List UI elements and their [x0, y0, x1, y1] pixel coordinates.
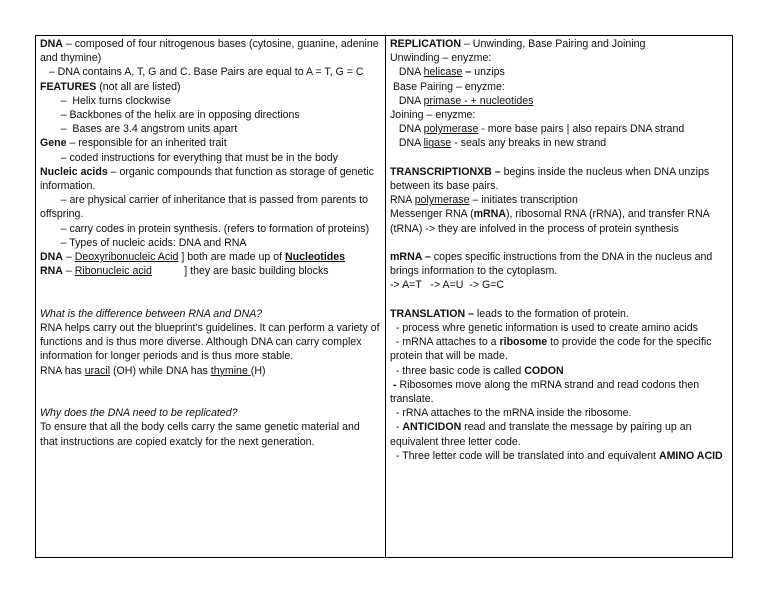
note-line [390, 165, 727, 193]
note-text: - [390, 378, 400, 391]
note-text: RNA has [40, 364, 85, 377]
note-text: Ribonucleic acid [74, 265, 152, 278]
note-line [40, 222, 380, 236]
note-text: - more base pairs | also repairs DNA strand [478, 123, 685, 136]
note-text: DNA [390, 137, 424, 150]
note-text: RNA [40, 265, 63, 278]
note-line [390, 364, 727, 378]
note-text: Nucleic acids [40, 165, 108, 178]
note-line [390, 51, 727, 65]
note-text: FEATURES [40, 80, 97, 93]
note-line [390, 80, 727, 94]
note-text: – Unwinding, Base Pairing and Joining [461, 38, 646, 50]
note-line [40, 151, 380, 165]
note-text: DNA [390, 94, 424, 107]
note-text: (OH) while DNA has [110, 364, 211, 377]
note-text: – Types of nucleic acids: DNA and RNA [40, 236, 247, 249]
note-text: ANTICIDON [402, 421, 462, 434]
note-text: -> A=T -> A=U -> G=C [390, 279, 505, 292]
note-text: TRANSCRIPTIONXB – [390, 165, 501, 178]
note-text: primase - + nucleotides [423, 94, 534, 107]
note-text: begins inside the nucleus when DNA unzips between its base pairs. [390, 165, 713, 193]
note-text: - rRNA attaches to the mRNA inside the ribosome. [390, 407, 632, 420]
note-text: AMINO ACID [658, 449, 723, 462]
right-column [386, 36, 732, 557]
note-text: copes specific instructions from the DNA in the nucleus and brings information to the cytoplasm. [390, 251, 716, 278]
note-text: What is the difference between RNA and DNA? [40, 307, 263, 320]
note-text: – composed of four nitrogenous bases (cytosine, guanine, adenine and thymine) [40, 38, 382, 65]
note-text: DNA [390, 66, 424, 79]
note-text: ribosome [499, 336, 548, 349]
note-line [390, 335, 727, 363]
note-text: uracil [84, 364, 111, 377]
note-text: - mRNA attaches to a [390, 336, 500, 349]
note-text: TRANSLATION – [390, 307, 474, 320]
note-text: – responsible for an inherited trait [66, 137, 227, 150]
note-text: To ensure that all the body cells carry the same genetic material and that instructions are copied exatcly for the next generation. [40, 421, 363, 448]
note-text: Deoxyribonucleic Acid [74, 251, 179, 264]
note-text: leads to the formation of protein. [473, 307, 629, 320]
note-line [40, 236, 380, 250]
note-line [390, 37, 727, 51]
note-text: ] they are basic building blocks [151, 265, 329, 278]
note-text: RNA [390, 194, 415, 207]
note-line [40, 264, 380, 278]
note-text: Unwinding – enyzme: [390, 52, 492, 65]
note-line [40, 420, 380, 448]
note-line [40, 193, 380, 221]
note-line [390, 278, 727, 292]
note-text: ligase [423, 137, 452, 150]
note-text: – Helix turns clockwise [40, 94, 171, 107]
note-text: - Three letter code will be translated into and equivalent [390, 449, 659, 462]
note-text: polymerase [414, 194, 470, 207]
note-text: read and translate the message by pairing up an equivalent three letter code. [390, 421, 695, 448]
note-text: – Backbones of the helix are in opposing directions [40, 109, 300, 122]
note-text: - [390, 421, 403, 434]
note-text: DNA [40, 38, 63, 50]
note-text: polymerase [423, 123, 479, 136]
left-column [36, 36, 386, 557]
note-line [390, 136, 727, 150]
note-text: – organic compounds that function as storage of genetic information. [40, 165, 377, 193]
note-line [390, 151, 727, 165]
note-line [40, 94, 380, 108]
note-line [40, 364, 380, 378]
note-line [40, 122, 380, 136]
notes-table [35, 35, 733, 558]
note-line [390, 207, 727, 235]
note-line [40, 278, 380, 292]
note-text: - process whre genetic information is used to create amino acids [390, 322, 698, 335]
note-line [40, 65, 380, 79]
note-text: - seals any breaks in new strand [451, 137, 607, 150]
note-line [390, 94, 727, 108]
note-line [40, 165, 380, 193]
note-line [390, 65, 727, 79]
note-line [40, 250, 380, 264]
note-line [390, 321, 727, 335]
note-line [390, 406, 727, 420]
note-line [40, 37, 380, 65]
note-text: – initiates transcription [469, 194, 578, 207]
note-text: Nucleotides [284, 251, 346, 264]
note-line [390, 449, 727, 463]
note-text: – [62, 265, 75, 278]
note-line [40, 293, 380, 307]
note-text: – are physical carrier of inheritance that is passed from parents to offspring. [40, 194, 371, 221]
note-text: Why does the DNA need to be replicated? [40, 407, 238, 420]
note-text: thymine [210, 364, 251, 377]
note-line [390, 307, 727, 321]
note-text: CODON [524, 364, 564, 377]
note-line [40, 406, 380, 420]
note-line [390, 378, 727, 406]
note-line [390, 250, 727, 278]
note-line [390, 122, 727, 136]
note-text: (not all are listed) [96, 80, 181, 93]
note-text: RNA helps carry out the blueprint’s guidelines. It can perform a variety of functions and is thus more diverse. Although DNA can carry complex information for longer periods and is thus more stable. [40, 322, 383, 363]
note-line [40, 136, 380, 150]
note-text: – carry codes in protein synthesis. (refers to formation of proteins) [40, 222, 370, 235]
note-text: - three basic code is called [390, 364, 525, 377]
note-text: REPLICATION [390, 38, 462, 50]
note-text: Gene [40, 137, 67, 150]
note-text: unzips [474, 66, 505, 79]
note-text: (H) [250, 364, 266, 377]
note-line [40, 378, 380, 392]
note-text: to provide the code for the specific protein that will be made. [390, 336, 715, 363]
note-text: Joining – enyzme: [390, 109, 476, 122]
note-text: Base Pairing – enyzme: [390, 80, 505, 93]
note-line [390, 420, 727, 448]
note-text: – DNA contains A, T, G and C. Base Pairs are equal to A = T, G = C [40, 66, 364, 79]
note-line [40, 321, 383, 364]
note-text: – [462, 66, 475, 79]
note-text: mRNA [473, 208, 506, 221]
note-line [40, 307, 380, 321]
note-line [390, 293, 727, 307]
note-text: mRNA – [390, 251, 431, 264]
note-text: Ribosomes move along the mRNA strand and read codons then translate. [390, 378, 703, 406]
note-text: DNA [40, 251, 63, 264]
note-line [40, 392, 380, 406]
note-line [40, 80, 380, 94]
note-text: helicase [423, 66, 463, 79]
note-line [40, 108, 380, 122]
note-line [390, 236, 727, 250]
note-text: Messenger RNA ( [390, 208, 474, 221]
note-text: DNA [390, 123, 424, 136]
note-text: – [62, 251, 75, 264]
note-text: ), ribosomal RNA (rRNA), and transfer RNA (tRNA) -> they are infolved in the process of protein synthesis [390, 208, 713, 235]
note-text: – coded instructions for everything that must be in the body [40, 151, 338, 164]
note-text: ] both are made up of [178, 251, 285, 264]
note-line [390, 193, 727, 207]
note-text: – Bases are 3.4 angstrom units apart [40, 123, 238, 136]
note-line [390, 108, 727, 122]
